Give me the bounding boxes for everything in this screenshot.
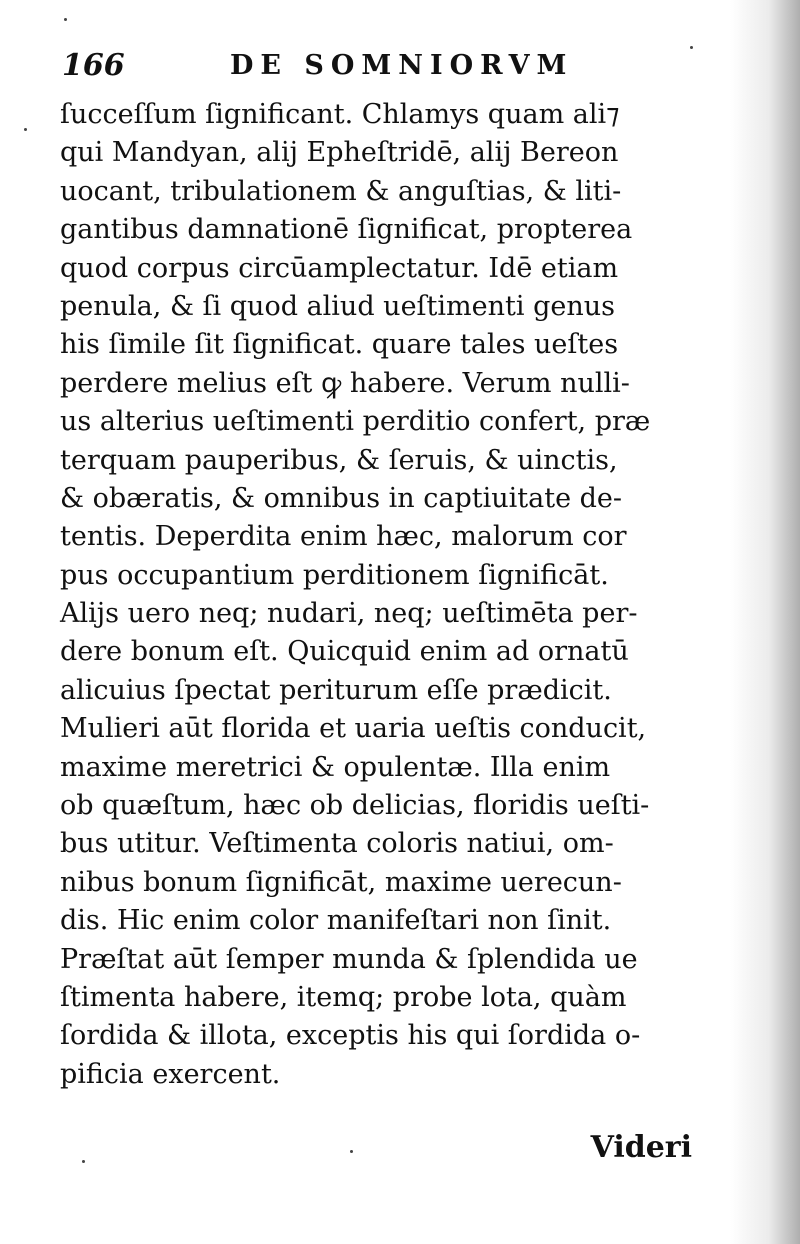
text-line: quod corpus circūamplectatur. Idē etiam	[60, 252, 619, 284]
catchword: Videri	[590, 1130, 692, 1165]
text-line: dis. Hic enim color manifeſtari non ſinit.	[60, 905, 612, 937]
page-header	[62, 44, 682, 94]
text-line: ob quæſtum, hæc ob delicias, floridis ueſti-	[60, 790, 650, 822]
text-line: bus utitur. Veſtimenta coloris natiui, om-	[60, 828, 614, 860]
text-line: Mulieri aūt florida et uaria ueſtis conducit,	[60, 713, 647, 745]
text-line: Alijs uero neq; nudari, neq; ueſtimēta per-	[60, 598, 638, 630]
text-line: qui Mandyan, alij Epheſtridē, alij Bereon	[60, 137, 619, 169]
text-line: ſtimenta habere, itemq; probe lota, quàm	[60, 981, 627, 1013]
text-line: us alterius ueſtimenti perditio confert, præ	[60, 406, 651, 438]
text-line: gantibus damnationē ſignificat, propterea	[60, 214, 633, 246]
text-line: pus occupantium perditionem ſignificāt.	[60, 559, 609, 591]
text-line: ſordida & illota, exceptis his qui ſordida o-	[60, 1020, 641, 1052]
text-line: alicuius ſpectat periturum eſſe prædicit.	[60, 674, 612, 706]
text-line: ſucceſſum ſignificant. Chlamys quam ali⁊	[60, 99, 620, 130]
text-line: maxime meretrici & opulentæ. Illa enim	[60, 751, 611, 783]
page-edge-shadow	[730, 0, 800, 1244]
body-text	[60, 96, 700, 1094]
ink-speck	[64, 18, 67, 21]
ink-speck	[82, 1160, 85, 1163]
text-line: uocant, tribulationem & anguſtias, & liti-	[60, 175, 622, 207]
text-line: & obæratis, & omnibus in captiuitate de-	[60, 482, 623, 514]
ink-speck	[350, 1150, 353, 1153]
ink-speck	[24, 128, 27, 131]
text-line: terquam pauperibus, & ſeruis, & uinctis,	[60, 444, 618, 476]
text-line: penula, & ſi quod aliud ueſtimenti genus	[60, 290, 615, 322]
page-number: 166	[62, 48, 125, 83]
text-line: perdere melius eſt ꝙ habere. Verum nulli-	[60, 367, 630, 399]
text-line: dere bonum eſt. Quicquid enim ad ornatū	[60, 636, 629, 668]
text-line: his ſimile ſit ſignificat. quare tales ueſtes	[60, 329, 619, 361]
text-line: pificia exercent.	[60, 1058, 281, 1090]
ink-speck	[690, 46, 693, 49]
text-line: tentis. Deperdita enim hæc, malorum cor	[60, 521, 627, 553]
text-line: nibus bonum ſignificāt, maxime uerecun-	[60, 866, 622, 898]
running-head: DE SOMNIORVM	[230, 50, 574, 81]
text-line: Præſtat aūt ſemper munda & ſplendida ue	[60, 943, 638, 975]
